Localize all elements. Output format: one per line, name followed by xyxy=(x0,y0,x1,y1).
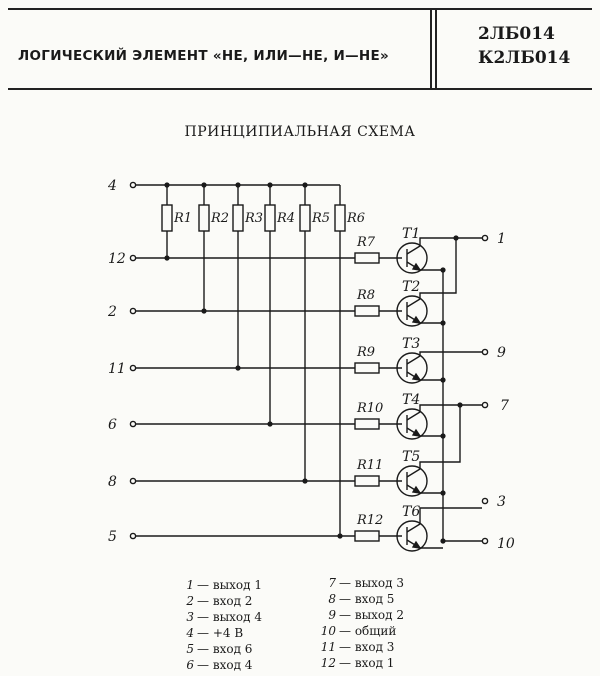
pin-label: 10 xyxy=(497,536,515,552)
resistor-r12 xyxy=(355,531,379,541)
transistor-collector xyxy=(407,356,420,364)
resistor-r2 xyxy=(199,205,209,231)
legend-pin-number: 11 xyxy=(320,640,336,654)
resistor-label: R10 xyxy=(357,401,384,416)
junction-dot xyxy=(440,267,445,272)
resistor-label: R1 xyxy=(174,211,193,226)
resistor-r7 xyxy=(355,253,379,263)
legend-pin-number: 6 xyxy=(186,658,194,672)
legend-pin-number: 7 xyxy=(328,576,336,590)
transistor-collector xyxy=(407,524,420,532)
junction-dot xyxy=(302,478,307,483)
legend-pin-number: 2 xyxy=(186,594,194,608)
legend-pin-function: — вход 6 xyxy=(197,642,253,656)
pin-terminal xyxy=(482,349,487,354)
resistor-r1 xyxy=(162,205,172,231)
legend-pin-function: — +4 В xyxy=(197,626,244,640)
output-wire xyxy=(420,405,482,412)
junction-dot xyxy=(453,235,458,240)
legend-pin-function: — выход 4 xyxy=(197,610,262,624)
pin-terminal xyxy=(482,235,487,240)
junction-dot xyxy=(201,182,206,187)
resistor-label: R8 xyxy=(357,288,376,303)
component-title: ЛОГИЧЕСКИЙ ЭЛЕМЕНТ «НЕ, ИЛИ—НЕ, И—НЕ» xyxy=(18,48,390,64)
resistor-r11 xyxy=(355,476,379,486)
legend-pin-function: — вход 2 xyxy=(197,594,253,608)
pin-terminal xyxy=(130,478,135,483)
pin-label: 11 xyxy=(108,361,126,377)
junction-dot xyxy=(267,421,272,426)
legend-pin-function: — вход 1 xyxy=(339,656,395,670)
pin-terminal xyxy=(130,533,135,538)
legend-item xyxy=(320,623,404,639)
emitter-arrow xyxy=(413,317,420,323)
pin-label: 3 xyxy=(497,494,506,510)
resistor-r6 xyxy=(335,205,345,231)
pin-terminal xyxy=(130,365,135,370)
part-number-1: 2ЛБ014 xyxy=(478,24,555,44)
pin-terminal xyxy=(130,255,135,260)
pin-label: 2 xyxy=(108,304,117,320)
schematic-title: ПРИНЦИПИАЛЬНАЯ СХЕМА xyxy=(184,124,416,140)
wire xyxy=(420,405,460,469)
transistor-label: T2 xyxy=(402,279,421,295)
junction-dot xyxy=(440,538,445,543)
junction-dot xyxy=(267,182,272,187)
legend-pin-number: 8 xyxy=(328,592,336,606)
legend-pin-function: — выход 1 xyxy=(197,578,262,592)
resistor-label: R2 xyxy=(211,211,230,226)
transistor-label: T4 xyxy=(402,392,421,408)
resistor-r3 xyxy=(233,205,243,231)
pin-label: 7 xyxy=(500,398,509,414)
legend-item xyxy=(320,607,404,623)
legend-item xyxy=(178,593,262,609)
part-number-2: К2ЛБ014 xyxy=(478,48,571,68)
resistor-label: R12 xyxy=(357,513,384,528)
legend-item xyxy=(178,609,262,625)
junction-dot xyxy=(457,402,462,407)
legend-item xyxy=(320,591,404,607)
legend-item xyxy=(178,625,262,641)
output-wire xyxy=(420,508,482,524)
legend-pin-number: 1 xyxy=(186,578,194,592)
emitter-arrow xyxy=(413,542,420,548)
emitter-arrow xyxy=(413,264,420,270)
pin-terminal xyxy=(482,538,487,543)
junction-dot xyxy=(440,490,445,495)
transistor-collector xyxy=(407,299,420,307)
pin-legend-right xyxy=(320,575,404,671)
junction-dot xyxy=(440,320,445,325)
legend-pin-function: — общий xyxy=(339,624,397,638)
legend-pin-number: 10 xyxy=(320,624,336,638)
transistor-collector xyxy=(407,246,420,254)
emitter-arrow xyxy=(413,430,420,436)
resistor-label: R11 xyxy=(357,458,384,473)
legend-item xyxy=(178,641,262,657)
junction-dot xyxy=(302,182,307,187)
legend-pin-number: 3 xyxy=(186,610,194,624)
transistor-label: T5 xyxy=(402,449,421,465)
transistor-collector xyxy=(407,469,420,477)
legend-pin-function: — вход 3 xyxy=(339,640,395,654)
legend-pin-number: 5 xyxy=(186,642,194,656)
transistor-label: T1 xyxy=(402,226,421,242)
resistor-label: R3 xyxy=(245,211,264,226)
resistor-r4 xyxy=(265,205,275,231)
resistor-label: R5 xyxy=(312,211,331,226)
legend-pin-number: 4 xyxy=(186,626,194,640)
resistor-r5 xyxy=(300,205,310,231)
junction-dot xyxy=(235,365,240,370)
transistor-label: T3 xyxy=(402,336,421,352)
legend-item xyxy=(320,655,404,671)
wire xyxy=(420,238,456,299)
legend-pin-number: 9 xyxy=(328,608,336,622)
pin-label: 8 xyxy=(108,474,117,490)
output-wire xyxy=(420,238,482,246)
pin-label: 4 xyxy=(108,178,117,194)
resistor-r8 xyxy=(355,306,379,316)
pin-label: 5 xyxy=(108,529,117,545)
pin-terminal xyxy=(130,182,135,187)
resistor-label: R7 xyxy=(357,235,376,250)
resistor-r9 xyxy=(355,363,379,373)
junction-dot xyxy=(164,182,169,187)
transistor-label: T6 xyxy=(402,504,421,520)
legend-pin-number: 12 xyxy=(320,656,336,670)
pin-terminal xyxy=(482,402,487,407)
junction-dot xyxy=(337,533,342,538)
pin-label: 12 xyxy=(108,251,126,267)
legend-pin-function: — выход 2 xyxy=(339,608,404,622)
output-wire xyxy=(420,352,482,356)
pin-label: 1 xyxy=(497,231,506,247)
junction-dot xyxy=(235,182,240,187)
pin-label: 9 xyxy=(497,345,506,361)
pin-terminal xyxy=(130,421,135,426)
junction-dot xyxy=(164,255,169,260)
legend-item xyxy=(178,657,262,673)
resistor-label: R6 xyxy=(347,211,366,226)
legend-item xyxy=(320,575,404,591)
junction-dot xyxy=(201,308,206,313)
legend-item xyxy=(320,639,404,655)
junction-dot xyxy=(440,433,445,438)
pin-legend-left xyxy=(178,577,262,673)
legend-pin-function: — вход 4 xyxy=(197,658,253,672)
emitter-arrow xyxy=(413,487,420,493)
resistor-r10 xyxy=(355,419,379,429)
legend-pin-function: — вход 5 xyxy=(339,592,395,606)
pin-terminal xyxy=(130,308,135,313)
transistor-collector xyxy=(407,412,420,420)
legend-pin-function: — выход 3 xyxy=(339,576,404,590)
resistor-label: R9 xyxy=(357,345,376,360)
pin-label: 6 xyxy=(108,417,117,433)
resistor-label: R4 xyxy=(277,211,296,226)
junction-dot xyxy=(440,377,445,382)
emitter-arrow xyxy=(413,374,420,380)
pin-terminal xyxy=(482,498,487,503)
legend-item xyxy=(178,577,262,593)
